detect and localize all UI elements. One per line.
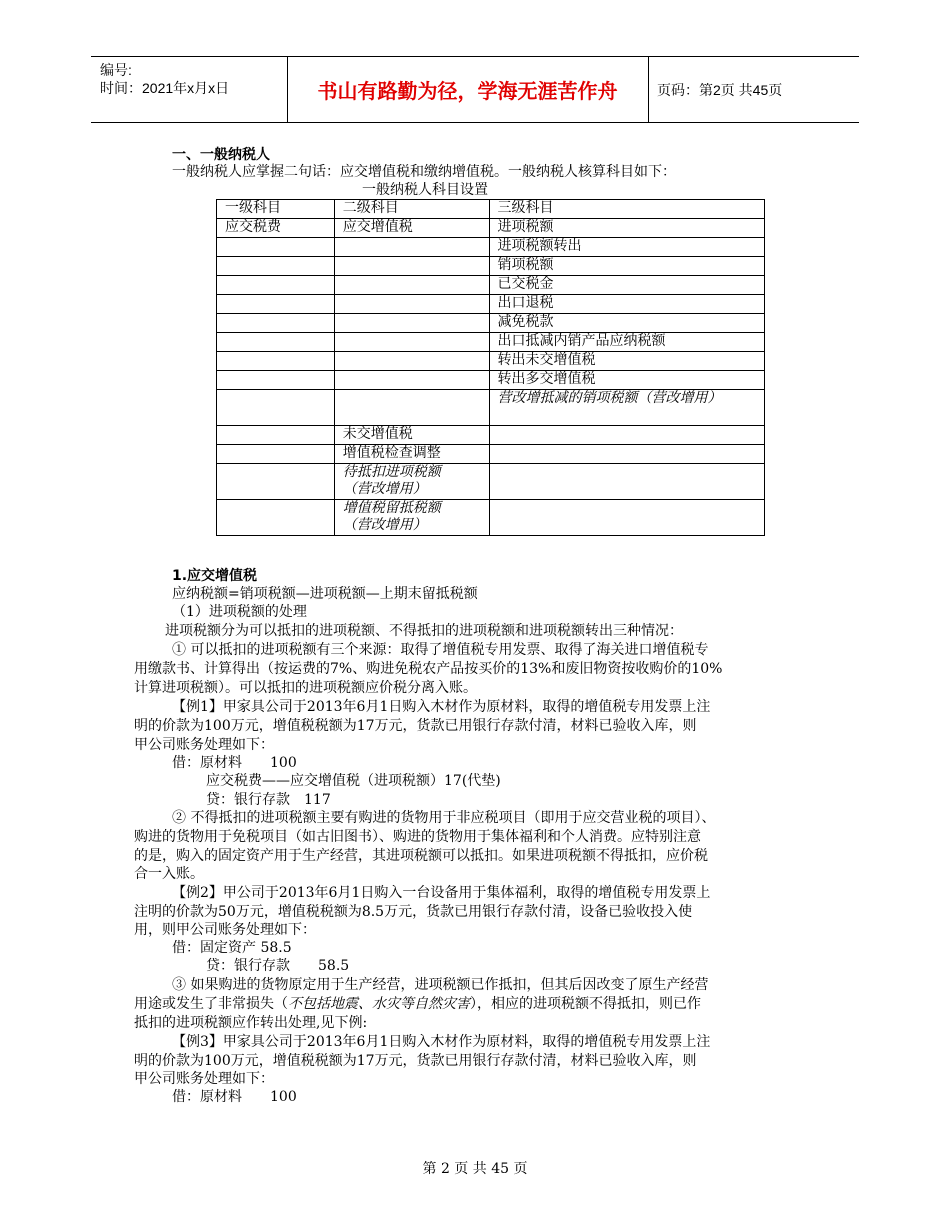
table-row xyxy=(217,257,765,276)
example-line: 明的价款为100万元，增值税税额为17万元，货款已用银行存款付清，材料已验收入库，则 xyxy=(134,1053,697,1069)
example-line: 【例1】甲家具公司于2013年6月1日购入木材作为原材料，取得的增值税专用发票上注 xyxy=(172,699,711,715)
time-label: 时间：2021年x月x日 xyxy=(100,80,230,96)
paragraph-line: ① 可以抵扣的进项税额有三个来源：取得了增值税专用发票、取得了海关进口增值税专 xyxy=(172,642,709,658)
table-cell xyxy=(334,333,489,352)
table-caption: 一般纳税人科目设置 xyxy=(362,182,488,198)
example-line: 用，则甲公司账务处理如下： xyxy=(134,922,316,938)
table-row xyxy=(217,464,765,500)
example-line: 明的价款为100万元，增值税税额为17万元，货款已用银行存款付清，材料已验收入库，则 xyxy=(134,718,697,734)
page-header xyxy=(91,56,859,123)
example-line: 甲公司账务处理如下： xyxy=(134,1071,274,1087)
table-cell xyxy=(217,276,335,295)
example-line: 【例3】甲家具公司于2013年6月1日购入木材作为原材料，取得的增值税专用发票上注 xyxy=(172,1034,711,1050)
table-row xyxy=(217,371,765,390)
paragraph-line: 计算进项税额）。可以抵扣的进项税额应价税分离入账。 xyxy=(134,680,477,696)
journal-entry: 借：原材料 100 xyxy=(172,755,297,771)
journal-entry: 借：固定资产 58.5 xyxy=(172,940,292,956)
paragraph-line: ② 不得抵扣的进项税额主要有购进的货物用于非应税项目（即用于应交营业税的项目）、 xyxy=(172,810,716,826)
table-cell: 已交税金 xyxy=(489,276,765,295)
table-cell xyxy=(217,238,335,257)
header-divider xyxy=(648,57,649,122)
table-cell xyxy=(217,464,335,500)
subsection-title: 1.应交增值税 xyxy=(172,568,258,584)
table-cell: 进项税额 xyxy=(489,219,765,238)
section-title: 一、一般纳税人 xyxy=(172,147,270,163)
table-cell: 转出多交增值税 xyxy=(489,371,765,390)
table-cell xyxy=(217,333,335,352)
table-cell: 销项税额 xyxy=(489,257,765,276)
table-cell xyxy=(334,390,489,426)
table-cell: 转出未交增值税 xyxy=(489,352,765,371)
table-row xyxy=(217,445,765,464)
table-cell xyxy=(334,276,489,295)
table-cell xyxy=(489,500,765,536)
page-info: 页码：第2页 共45页 xyxy=(657,81,783,98)
paragraph-line: 进项税额分为可以抵扣的进项税额、不得抵扣的进项税额和进项税额转出三种情况： xyxy=(165,623,683,639)
header-meta xyxy=(100,61,229,97)
table-cell xyxy=(217,314,335,333)
page-footer: 第 2 页 共 45 页 xyxy=(422,1161,528,1177)
table-cell: 减免税款 xyxy=(489,314,765,333)
table-cell xyxy=(217,371,335,390)
table-row xyxy=(217,295,765,314)
table-cell xyxy=(217,500,335,536)
formula-text: 应纳税额=销项税额—进项税额—上期末留抵税额 xyxy=(172,586,478,602)
subheading: （1）进项税额的处理 xyxy=(172,604,307,620)
table-header-row xyxy=(217,200,765,219)
table-row xyxy=(217,314,765,333)
table-row xyxy=(217,426,765,445)
paragraph-line: 用缴款书、计算得出（按运费的7%、购进免税农产品按买价的13%和废旧物资按收购价的10% xyxy=(134,661,723,677)
header-motto: 书山有路勤为径，学海无涯苦作舟 xyxy=(317,79,618,103)
paragraph-line: ③ 如果购进的货物原定用于生产经营，进项税额已作抵扣，但其后因改变了原生产经营 xyxy=(172,977,709,993)
table-row xyxy=(217,276,765,295)
paragraph-line: 购进的货物用于免税项目（如古旧图书）、购进的货物用于集体福利和个人消费。应特别注意 xyxy=(134,829,701,845)
table-cell xyxy=(334,314,489,333)
paragraph-text: 用途或发生了非常损失（ xyxy=(134,996,288,1012)
table-cell xyxy=(334,238,489,257)
table-cell: 应交税费 xyxy=(217,219,335,238)
journal-entry: 贷：银行存款 117 xyxy=(206,792,331,808)
table-row xyxy=(217,219,765,238)
table-row xyxy=(217,333,765,352)
paragraph-line: 合一入账。 xyxy=(134,866,204,882)
table-cell xyxy=(217,445,335,464)
table-row xyxy=(217,500,765,536)
table-row xyxy=(217,352,765,371)
table-cell xyxy=(334,371,489,390)
table-header-cell: 三级科目 xyxy=(489,200,765,219)
paragraph-text: ），相应的进项税额不得抵扣，则已作 xyxy=(470,996,701,1012)
example-line: 注明的价款为50万元，增值税税额为8.5万元，货款已用银行存款付清，设备已验收投入使 xyxy=(134,904,693,920)
journal-entry: 贷：银行存款 58.5 xyxy=(206,958,350,974)
table-cell xyxy=(334,295,489,314)
table-cell xyxy=(217,352,335,371)
table-cell: 应交增值税 xyxy=(334,219,489,238)
table-cell xyxy=(334,352,489,371)
example-line: 【例2】甲公司于2013年6月1日购入一台设备用于集体福利，取得的增值税专用发票上 xyxy=(172,885,711,901)
table-cell: 出口抵减内销产品应纳税额 xyxy=(489,333,765,352)
paragraph-line xyxy=(134,996,701,1013)
paragraph-line: 的是，购入的固定资产用于生产经营，其进项税额可以抵扣。如果进项税额不得抵扣，应价税 xyxy=(134,848,708,864)
table-cell xyxy=(489,426,765,445)
table-cell xyxy=(489,464,765,500)
table-cell: 营改增抵减的销项税额（营改增用） xyxy=(489,390,765,426)
table-cell: 未交增值税 xyxy=(334,426,489,445)
italic-note: 不包括地震、水灾等自然灾害 xyxy=(288,996,470,1012)
table-cell xyxy=(217,390,335,426)
table-cell xyxy=(334,257,489,276)
journal-entry: 应交税费——应交增值税（进项税额）17(代垫) xyxy=(206,773,501,789)
serial-label: 编号: xyxy=(100,62,132,78)
example-line: 甲公司账务处理如下： xyxy=(134,737,274,753)
table-cell: 出口退税 xyxy=(489,295,765,314)
table-cell xyxy=(217,257,335,276)
account-table xyxy=(216,199,765,536)
table-header-cell: 二级科目 xyxy=(334,200,489,219)
table-cell: 进项税额转出 xyxy=(489,238,765,257)
intro-text: 一般纳税人应掌握二句话：应交增值税和缴纳增值税。一般纳税人核算科目如下： xyxy=(172,164,676,180)
table-cell xyxy=(217,295,335,314)
table-row xyxy=(217,238,765,257)
table-cell xyxy=(489,445,765,464)
journal-entry: 借：原材料 100 xyxy=(172,1089,297,1105)
table-cell: 待抵扣进项税额（营改增用） xyxy=(334,464,489,500)
table-cell: 增值税留抵税额（营改增用） xyxy=(334,500,489,536)
table-cell: 增值税检查调整 xyxy=(334,445,489,464)
table-row xyxy=(217,390,765,426)
paragraph-line: 抵扣的进项税额应作转出处理,见下例: xyxy=(134,1015,368,1031)
table-header-cell: 一级科目 xyxy=(217,200,335,219)
table-cell xyxy=(217,426,335,445)
